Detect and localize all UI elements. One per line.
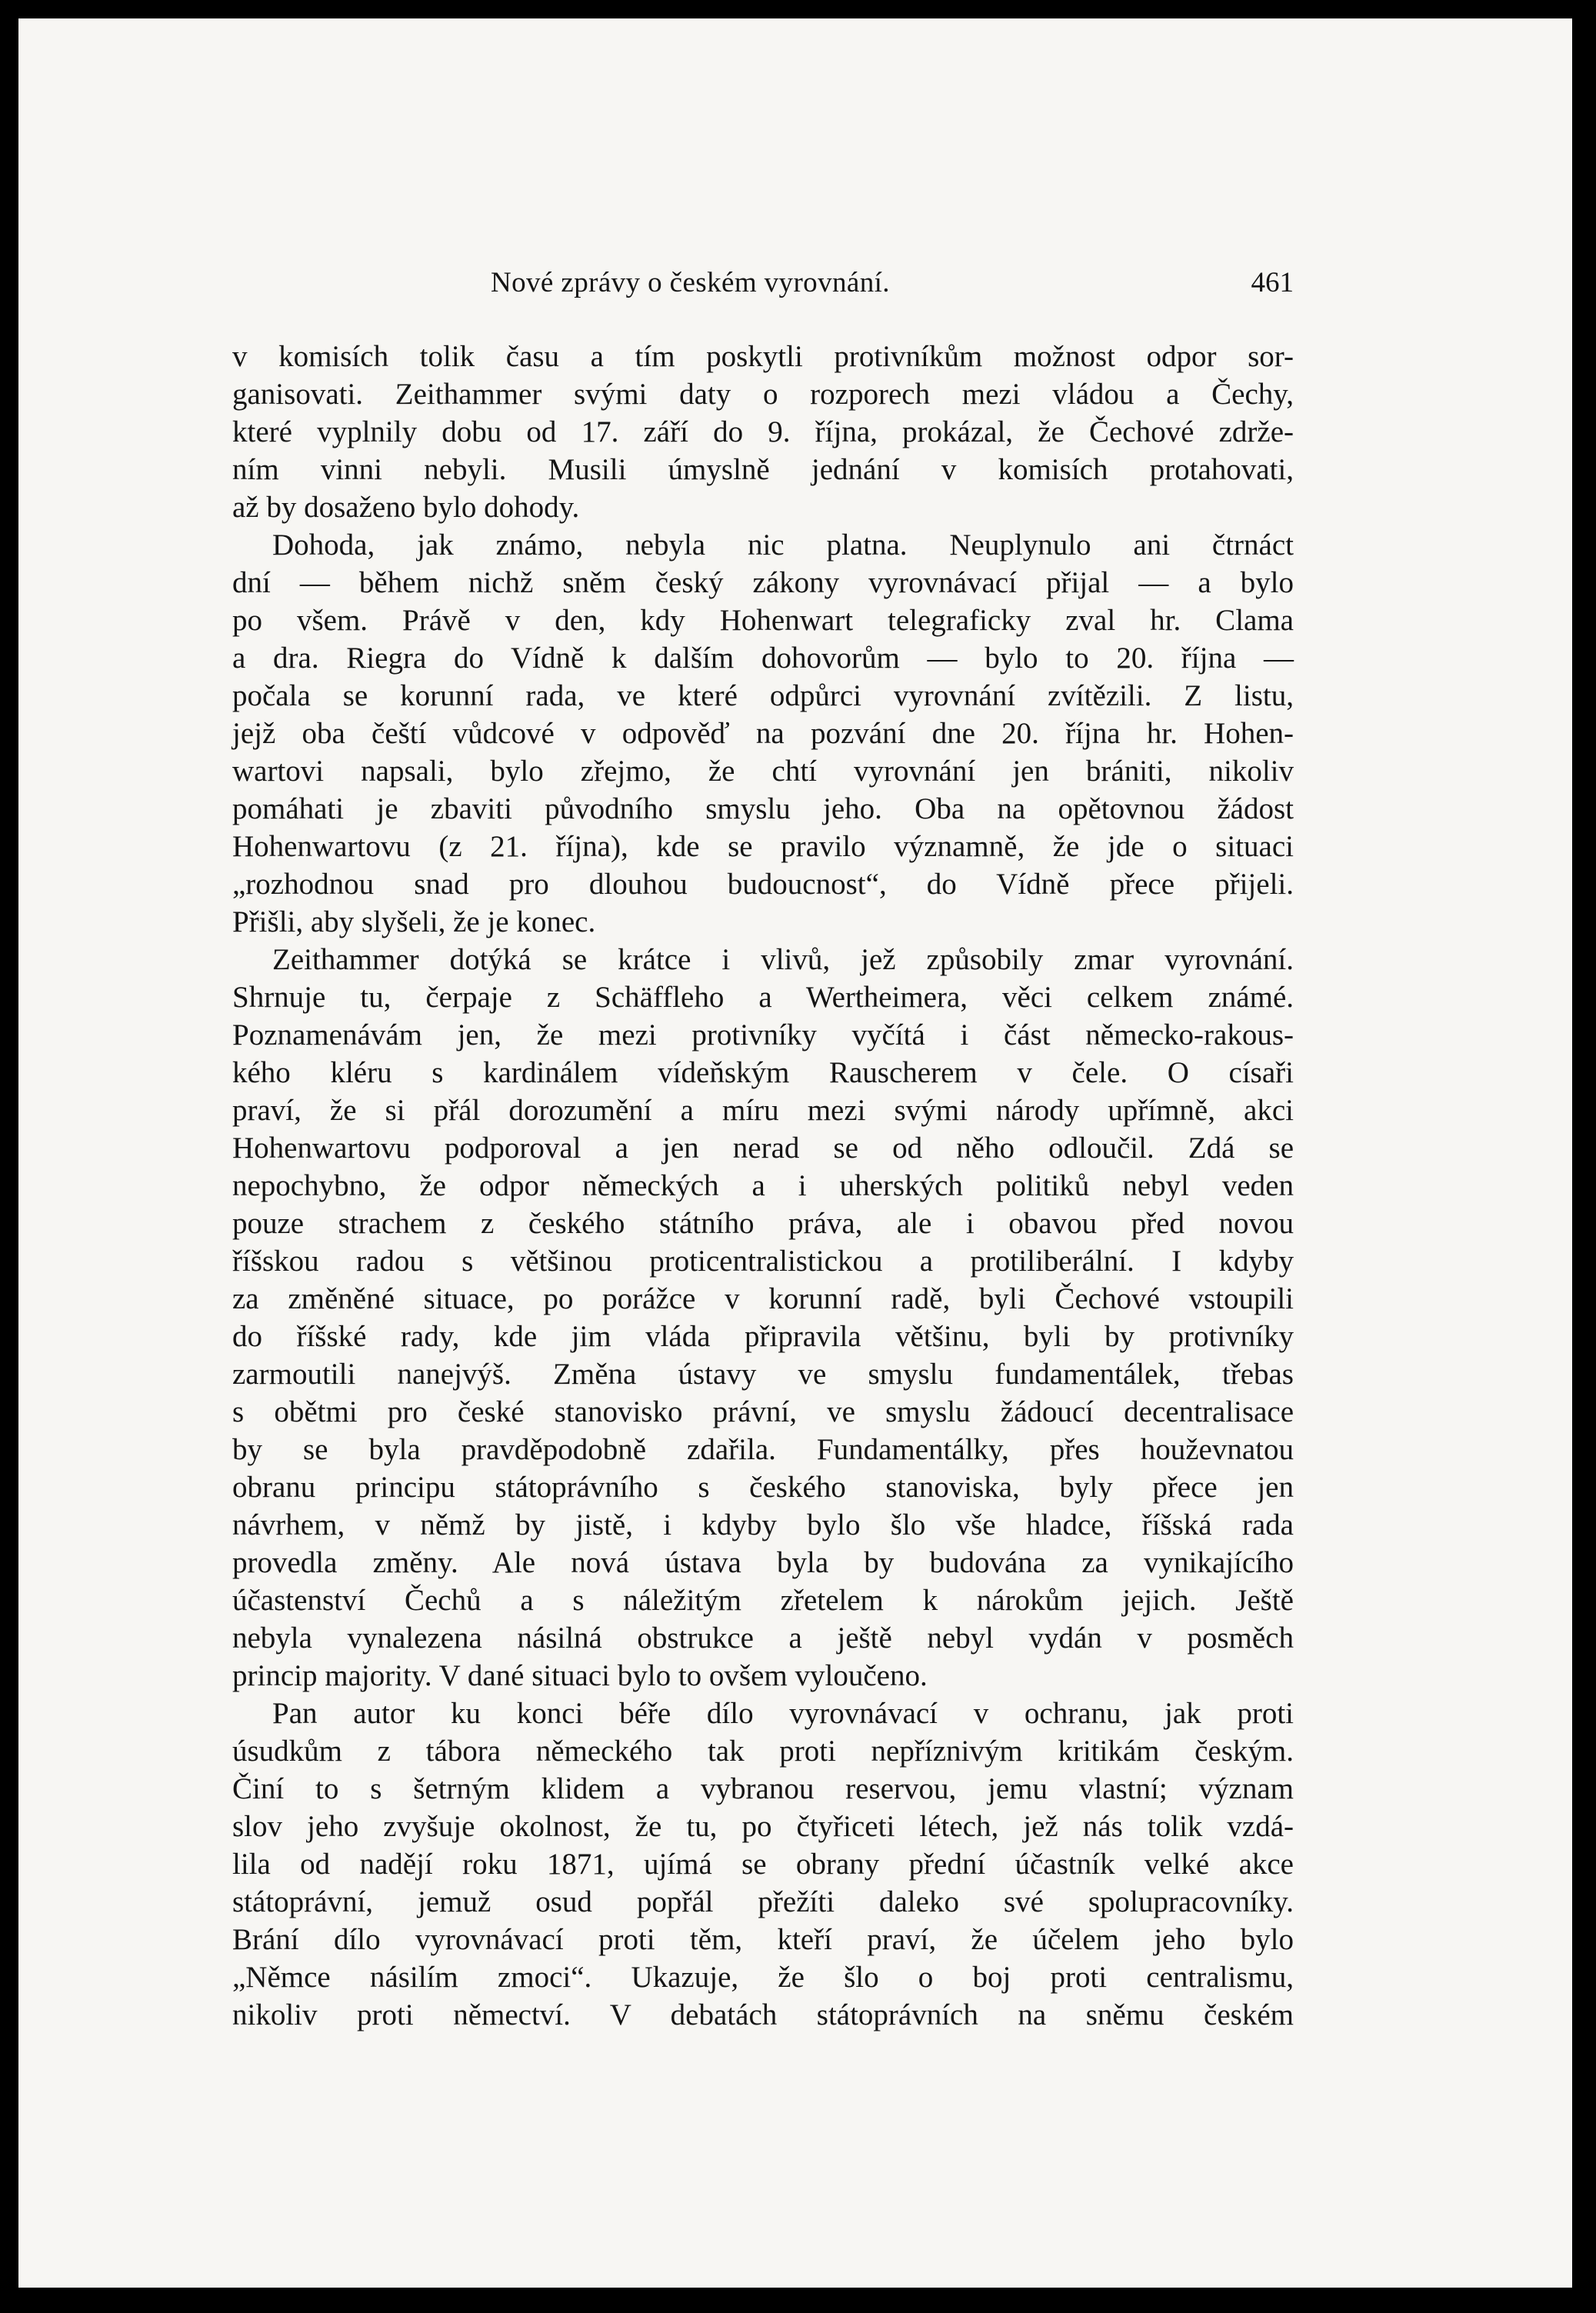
text-line: za změněné situace, po porážce v korunní radě, byli Čechové vstoupili <box>232 1282 1294 1315</box>
text-line: Poznamenávám jen, že mezi protivníky vyčítá i část německo-rakous- <box>232 1018 1294 1052</box>
text-line: by se byla pravděpodobně zdařila. Fundamentálky, přes houževnatou <box>232 1433 1294 1466</box>
text-line: říšskou radou s většinou proticentralistickou a protiliberální. I kdyby <box>232 1245 1294 1278</box>
text-line: nikoliv proti němectví. V debatách státoprávních na sněmu českém <box>232 1998 1294 2031</box>
text-line: Pan autor ku konci béře dílo vyrovnávací v ochranu, jak proti <box>272 1697 1294 1730</box>
text-line: praví, že si přál dorozumění a míru mezi svými národy upřímně, akci <box>232 1094 1294 1127</box>
text-line: Shrnuje tu, čerpaje z Schäffleho a Wertheimera, věci celkem známé. <box>232 981 1294 1014</box>
text-line: Hohenwartovu (z 21. října), kde se pravilo významně, že jde o situaci <box>232 830 1294 863</box>
text-line: počala se korunní rada, ve které odpůrci vyrovnání zvítězili. Z listu, <box>232 679 1294 712</box>
text-line: kého kléru s kardinálem vídeňským Rauscherem v čele. O císaři <box>232 1056 1294 1089</box>
text-line: v komisích tolik času a tím poskytli protivníkům možnost odpor sor- <box>232 340 1294 373</box>
text-line: státoprávní, jemuž osud popřál přežíti daleko své spolupracovníky. <box>232 1885 1294 1918</box>
text-line: návrhem, v němž by jistě, i kdyby bylo šlo vše hladce, říšská rada <box>232 1508 1294 1541</box>
running-header <box>232 266 1294 302</box>
text-line: ním vinni nebyli. Musili úmyslně jednání v komisích protahovati, <box>232 453 1294 486</box>
running-title: Nové zprávy o českém vyrovnání. <box>491 267 890 298</box>
text-line: pomáhati je zbaviti původního smyslu jeho. Oba na opětovnou žádost <box>232 792 1294 825</box>
text-line: s obětmi pro české stanovisko právní, ve smyslu žádoucí decentralisace <box>232 1395 1294 1428</box>
text-line: zarmoutili nanejvýš. Změna ústavy ve smyslu fundamentálek, třebas <box>232 1358 1294 1391</box>
text-line: Brání dílo vyrovnávací proti těm, kteří praví, že účelem jeho bylo <box>232 1923 1294 1956</box>
text-line: Dohoda, jak známo, nebyla nic platna. Neuplynulo ani čtrnáct <box>272 528 1294 562</box>
text-line: „rozhodnou snad pro dlouhou budoucnost“, do Vídně přece přijeli. <box>232 868 1294 901</box>
text-line: po všem. Právě v den, kdy Hohenwart telegraficky zval hr. Clama <box>232 604 1294 637</box>
text-line: lila od nadějí roku 1871, ujímá se obrany přední účastník velké akce <box>232 1848 1294 1881</box>
text-line: úsudkům z tábora německého tak proti nepříznivým kritikám českým. <box>232 1735 1294 1768</box>
text-line: které vyplnily dobu od 17. září do 9. října, prokázal, že Čechové zdrže- <box>232 415 1294 448</box>
text-line: slov jeho zvyšuje okolnost, že tu, po čtyřiceti létech, jež nás tolik vzdá- <box>232 1810 1294 1843</box>
text-line: wartovi napsali, bylo zřejmo, že chtí vyrovnání jen brániti, nikoliv <box>232 755 1294 788</box>
text-line: Činí to s šetrným klidem a vybranou reservou, jemu vlastní; význam <box>232 1772 1294 1805</box>
text-line: nebyla vynalezena násilná obstrukce a ještě nebyl vydán v posměch <box>232 1621 1294 1655</box>
body-text <box>232 338 1294 2034</box>
text-line: jejž oba čeští vůdcové v odpověď na pozvání dne 20. října hr. Hohen- <box>232 717 1294 750</box>
text-line: do říšské rady, kde jim vláda připravila většinu, byli by protivníky <box>232 1320 1294 1353</box>
text-line: obranu principu státoprávního s českého stanoviska, byly přece jen <box>232 1471 1294 1504</box>
text-line: provedla změny. Ale nová ústava byla by budována za vynikajícího <box>232 1546 1294 1579</box>
text-line: Zeithammer dotýká se krátce i vlivů, jež způsobily zmar vyrovnání. <box>272 943 1294 976</box>
page-number: 461 <box>1251 267 1294 298</box>
text-line: Hohenwartovu podporoval a jen nerad se od něho odloučil. Zdá se <box>232 1132 1294 1165</box>
text-line: „Němce násilím zmoci“. Ukazuje, že šlo o boj proti centralismu, <box>232 1961 1294 1994</box>
text-line: Přišli, aby slyšeli, že je konec. <box>232 905 596 938</box>
text-line: nepochybno, že odpor německých a i uherských politiků nebyl veden <box>232 1169 1294 1202</box>
scanned-page <box>18 18 1572 2288</box>
text-line: ganisovati. Zeithammer svými daty o rozporech mezi vládou a Čechy, <box>232 378 1294 411</box>
text-line: až by dosaženo bylo dohody. <box>232 491 580 524</box>
text-line: pouze strachem z českého státního práva, ale i obavou před novou <box>232 1207 1294 1240</box>
text-line: účastenství Čechů a s náležitým zřetelem k nárokům jejich. Ještě <box>232 1584 1294 1617</box>
text-line: a dra. Riegra do Vídně k dalším dohovorům — bylo to 20. října — <box>232 642 1294 675</box>
text-line: princip majority. V dané situaci bylo to ovšem vyloučeno. <box>232 1659 928 1692</box>
text-line: dní — během nichž sněm český zákony vyrovnávací přijal — a bylo <box>232 566 1294 599</box>
